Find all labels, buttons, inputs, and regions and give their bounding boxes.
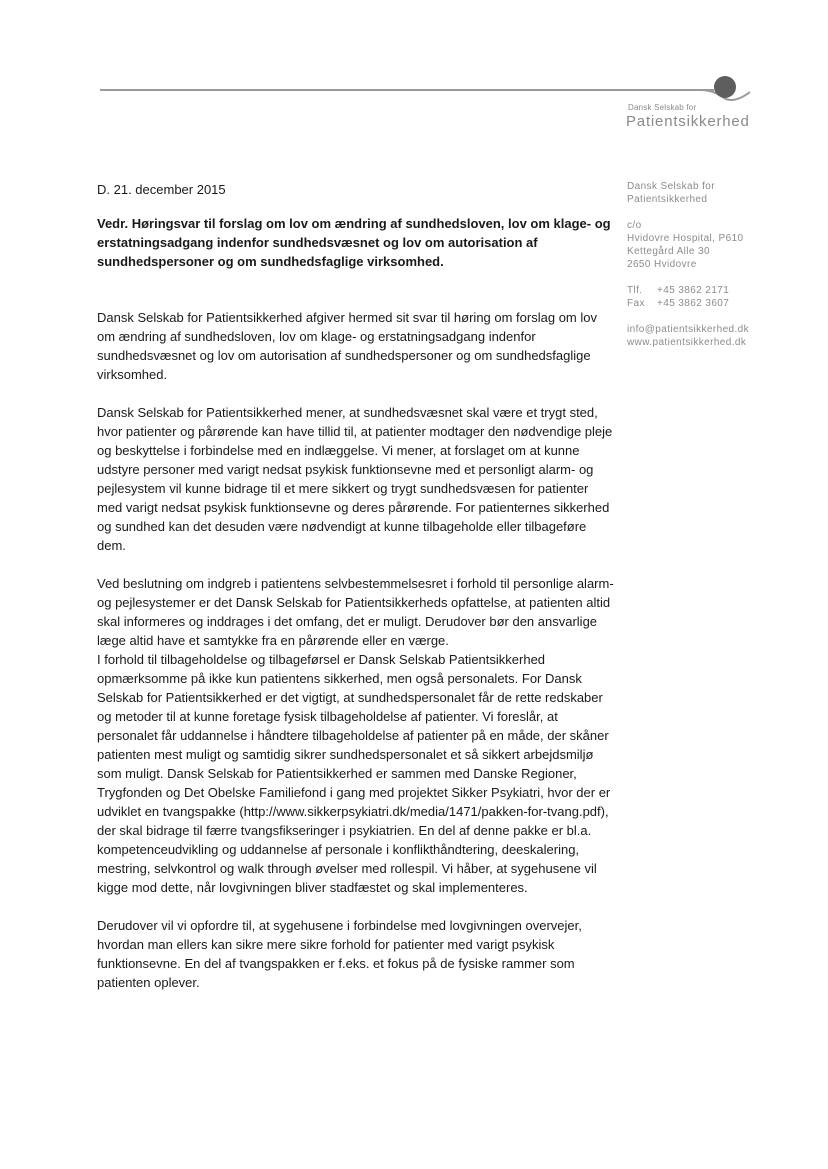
letterhead-rule: [100, 89, 714, 91]
sidebar-phones: [627, 284, 797, 310]
sidebar-org: [627, 180, 797, 206]
letter-date: D. 21. december 2015: [97, 182, 226, 197]
paragraph: Derudover vil vi opfordre til, at sygehusene i forbindelse med lovgivningen overvejer, hvordan man ellers kan sikre mere sikre forhold for patienter med varigt psykisk funktionsevne. En del af tvangspakken er f.eks. et fokus på de fysiske rammer som patienten oplever.: [97, 918, 582, 990]
letter-subject: Vedr. Høringsvar til forslag om lov om ændring af sundhedsloven, lov om klage- og erstatningsadgang indenfor sundhedsvæsnet og lov om autorisation af sundhedspersoner og om sundhedsfaglige virksomhed.: [97, 216, 611, 269]
address-line: c/o: [627, 220, 642, 231]
logo-dot-icon: [714, 76, 736, 98]
fax-row: [627, 297, 797, 310]
website-link[interactable]: www.patientsikkerhed.dk: [627, 337, 747, 348]
paragraph: Ved beslutning om indgreb i patientens selvbestemmelsesret i forhold til personlige alarm- og pejlesystemer er det Dansk Selskab for Patientsikkerheds opfattelse, at patienten altid skal informeres og inddrages i det omfang, det er muligt. Derudover bør den ansvarlige læge altid have et samtykke fra en pårørende eller en værge.: [97, 576, 614, 648]
paragraph: Dansk Selskab for Patientsikkerhed mener, at sundhedsvæsnet skal være et trygt sted, hvor patienter og pårørende kan have tillid til, at patienter modtager den nødvendige pleje og beskyttelse i forbindelse med en indlæggelse. Vi mener, at forslaget om at kunne udstyre personer med varigt nedsat psykisk funktionsevne med et personligt alarm- og pejlesystem vil kunne bidrage til et mere sikkert og trygt sundhedsvæsen for patienter med varigt nedsat psykisk funktionsevne og deres pårørende. For patienternes sikkerhed og sundhed kan det desuden være nødvendigt at kunne tilbageholde eller tilbageføre dem.: [97, 405, 613, 553]
address-line: 2650 Hvidovre: [627, 259, 697, 270]
fax-label: Fax: [627, 298, 645, 309]
email-link[interactable]: info@patientsikkerhed.dk: [627, 324, 750, 335]
phone-number: +45 3862 2171: [657, 285, 730, 296]
sidebar-address: [627, 219, 797, 271]
logo-org-small: Dansk Selskab for: [628, 103, 697, 112]
contact-sidebar: [627, 180, 797, 362]
phone-row: [627, 284, 797, 297]
address-line: Kettegård Alle 30: [627, 246, 710, 257]
paragraph: Dansk Selskab for Patientsikkerhed afgiver hermed sit svar til høring om forslag om lov om ændring af sundhedsloven, lov om klage- og erstatningsadgang indenfor sundhedsvæsnet og lov om autorisation af sundhedspersoner og om sundhedsfaglige virksomhed.: [97, 310, 597, 382]
address-line: Hvidovre Hospital, P610: [627, 233, 744, 244]
sidebar-org-line2: Patientsikkerhed: [627, 194, 708, 205]
sidebar-web: [627, 323, 797, 349]
letter-body: [97, 180, 617, 992]
logo-org-name: Patientsikkerhed: [626, 113, 750, 130]
sidebar-org-line1: Dansk Selskab for: [627, 181, 715, 192]
fax-number: +45 3862 3607: [657, 298, 730, 309]
phone-label: Tlf.: [627, 285, 643, 296]
paragraph: I forhold til tilbageholdelse og tilbageførsel er Dansk Selskab Patientsikkerhed opmærksomme på ikke kun patientens sikkerhed, men også personalets. For Dansk Selskab for Patientsikkerhed er det vigtigt, at sundhedspersonalet får de rette redskaber og metoder til at kunne foretage fysisk tilbageholdelse af patienter. Vi foreslår, at personalet får uddannelse i håndtere tilbageholdelse af patienter på en måde, der skåner patienten mest muligt og samtidig sikrer sundhedspersonalet et så sikkert arbejdsmiljø som muligt. Dansk Selskab for Patientsikkerhed er sammen med Danske Regioner, Trygfonden og Det Obelske Familiefond i gang med projektet Sikker Psykiatri, hvor der er udviklet en tvangspakke (http://www.sikkerpsykiatri.dk/media/1471/pakken-for-tvang.pdf), der skal bidrage til færre tvangsfikseringer i psykiatrien. En del af denne pakke er bl.a. kompetenceudvikling og uddannelse af personale i konflikthåndtering, deeskalering, mestring, selvkontrol og walk through øvelser med rollespil. Vi håber, at sygehusene vil kigge mod dette, når lovgivningen bliver stadfæstet og skal implementeres.: [97, 652, 611, 895]
